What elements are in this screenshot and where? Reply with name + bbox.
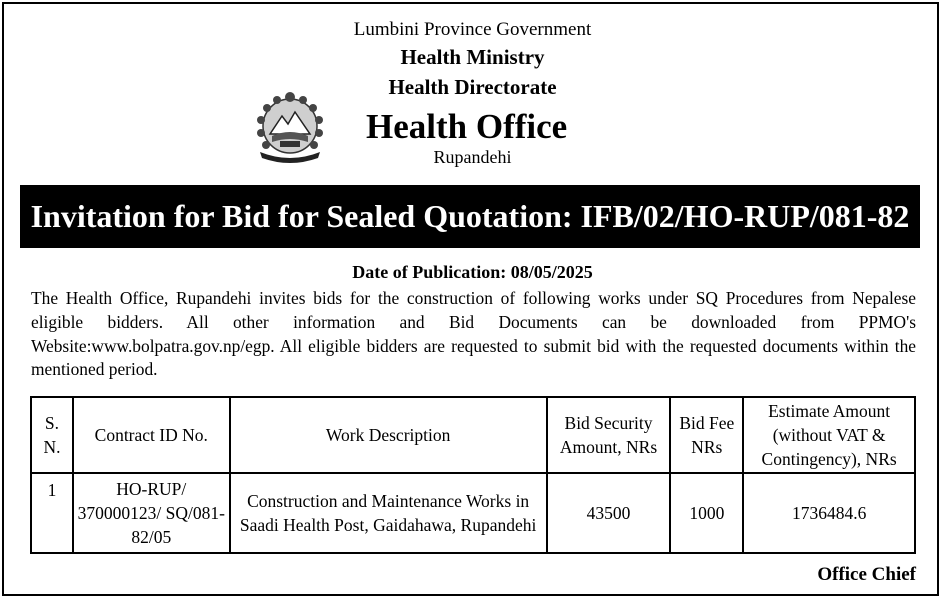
bid-title-banner: [20, 185, 920, 248]
cell-work-description: Construction and Maintenance Works in Saadi Health Post, Gaidahawa, Rupandehi: [230, 473, 547, 553]
bid-table: [30, 396, 916, 554]
table-header-row: [31, 397, 915, 473]
cell-sn: 1: [31, 473, 73, 553]
bid-title: Invitation for Bid for Sealed Quotation: IFB/02/HO-RUP/081-82: [30, 198, 910, 234]
publication-date: Date of Publication: 08/05/2025: [352, 262, 593, 282]
header-estimate: Estimate Amount (without VAT & Contingency), NRs: [743, 397, 915, 473]
directorate-name: Health Directorate: [388, 75, 557, 99]
notice-body: The Health Office, Rupandehi invites bids for the construction of following works under SQ Procedures from Nepalese eligible bidders. All other information and Bid Documents can be downloaded from PPMO's Website:www.bolpatra.gov.np/egp. All eligible bidders are requested to submit bid with the requested documents within the mentioned period.: [31, 288, 916, 380]
header-work-description: Work Description: [230, 397, 547, 473]
district-name: Rupandehi: [433, 147, 512, 167]
ministry-name: Health Ministry: [400, 45, 545, 69]
cell-bid-fee: 1000: [670, 473, 743, 553]
header-bid-fee: Bid Fee NRs: [670, 397, 743, 473]
signatory-title: Office Chief: [817, 564, 916, 585]
header-sn: S. N.: [31, 397, 73, 473]
header-contract-id: Contract ID No.: [73, 397, 230, 473]
cell-contract-id: HO-RUP/ 370000123/ SQ/081-82/05: [73, 473, 230, 553]
government-name: Lumbini Province Government: [353, 19, 592, 40]
cell-bid-security: 43500: [547, 473, 671, 553]
table-row: [31, 473, 915, 553]
header-bid-security: Bid Security Amount, NRs: [547, 397, 671, 473]
cell-estimate: 1736484.6: [743, 473, 915, 553]
office-name: Health Office: [366, 107, 568, 146]
